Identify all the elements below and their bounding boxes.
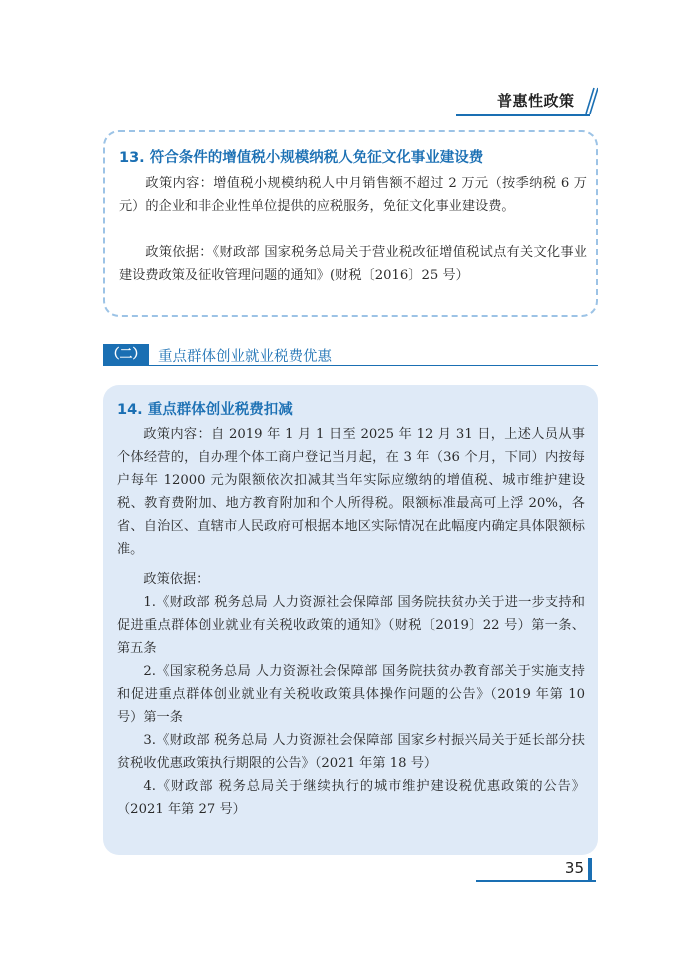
footer-rule [476, 880, 596, 882]
policy-title-13: 13. 符合条件的增值税小规模纳税人免征文化事业建设费 [119, 150, 484, 166]
policy-basis-13: 政策依据：《财政部 国家税务总局关于营业税改征增值税试点有关文化事业建设费政策及征收管理问题的通知》(财税〔2016〕25 号） [119, 245, 587, 283]
policy-box-13 [103, 130, 598, 317]
policy-box-14 [103, 385, 598, 855]
section-number-tag: （二） [103, 344, 149, 365]
running-header-title: 普惠性政策 [497, 92, 575, 110]
header-slash-decoration [578, 86, 598, 116]
section-title: 重点群体创业就业税费优惠 [158, 349, 332, 365]
footer-bar [588, 858, 592, 880]
basis-item: 3.《财政部 税务总局 人力资源社会保障部 国家乡村振兴局关于延长部分扶贫税收优惠政策执行期限的公告》（2021 年第 18 号） [117, 733, 585, 771]
basis-item: 4.《财政部 税务总局关于继续执行的城市维护建设税优惠政策的公告》（2021 年第 27 号） [117, 779, 585, 817]
section-rule [103, 365, 598, 366]
basis-item: 2.《国家税务总局 人力资源社会保障部 国务院扶贫办教育部关于实施支持和促进重点群体创业就业有关税收政策具体操作问题的公告》（2019 年第 10 号）第一条 [117, 664, 585, 725]
page-number: 35 [564, 859, 584, 877]
policy-content-14: 政策内容：自 2019 年 1 月 1 日至 2025 年 12 月 31 日，上述人员从事个体经营的，自办理个体工商户登记当月起，在 3 年（36 个月，下同）内按每户每年 12000 元为限额依次扣减其当年实际应缴纳的增值税、城市维护建设税、教育费附加、地方教育附加和个人所得税。限额标准最高可上浮 20%，各省、自治区、直辖市人民政府可根据本地区实际情况在此幅度内确定具体限额标准。 [117, 427, 585, 557]
section-heading [103, 344, 598, 366]
basis-item: 1.《财政部 税务总局 人力资源社会保障部 国务院扶贫办关于进一步支持和促进重点群体创业就业有关税收政策的通知》（财税〔2019〕22 号）第一条、第五条 [117, 595, 585, 656]
policy-basis-label-14: 政策依据： [143, 572, 210, 587]
header-rule [456, 114, 590, 116]
policy-title-14: 14. 重点群体创业税费扣减 [117, 402, 293, 418]
policy-content-13: 政策内容：增值税小规模纳税人中月销售额不超过 2 万元（按季纳税 6 万元）的企业和非企业性单位提供的应税服务，免征文化事业建设费。 [119, 176, 587, 214]
